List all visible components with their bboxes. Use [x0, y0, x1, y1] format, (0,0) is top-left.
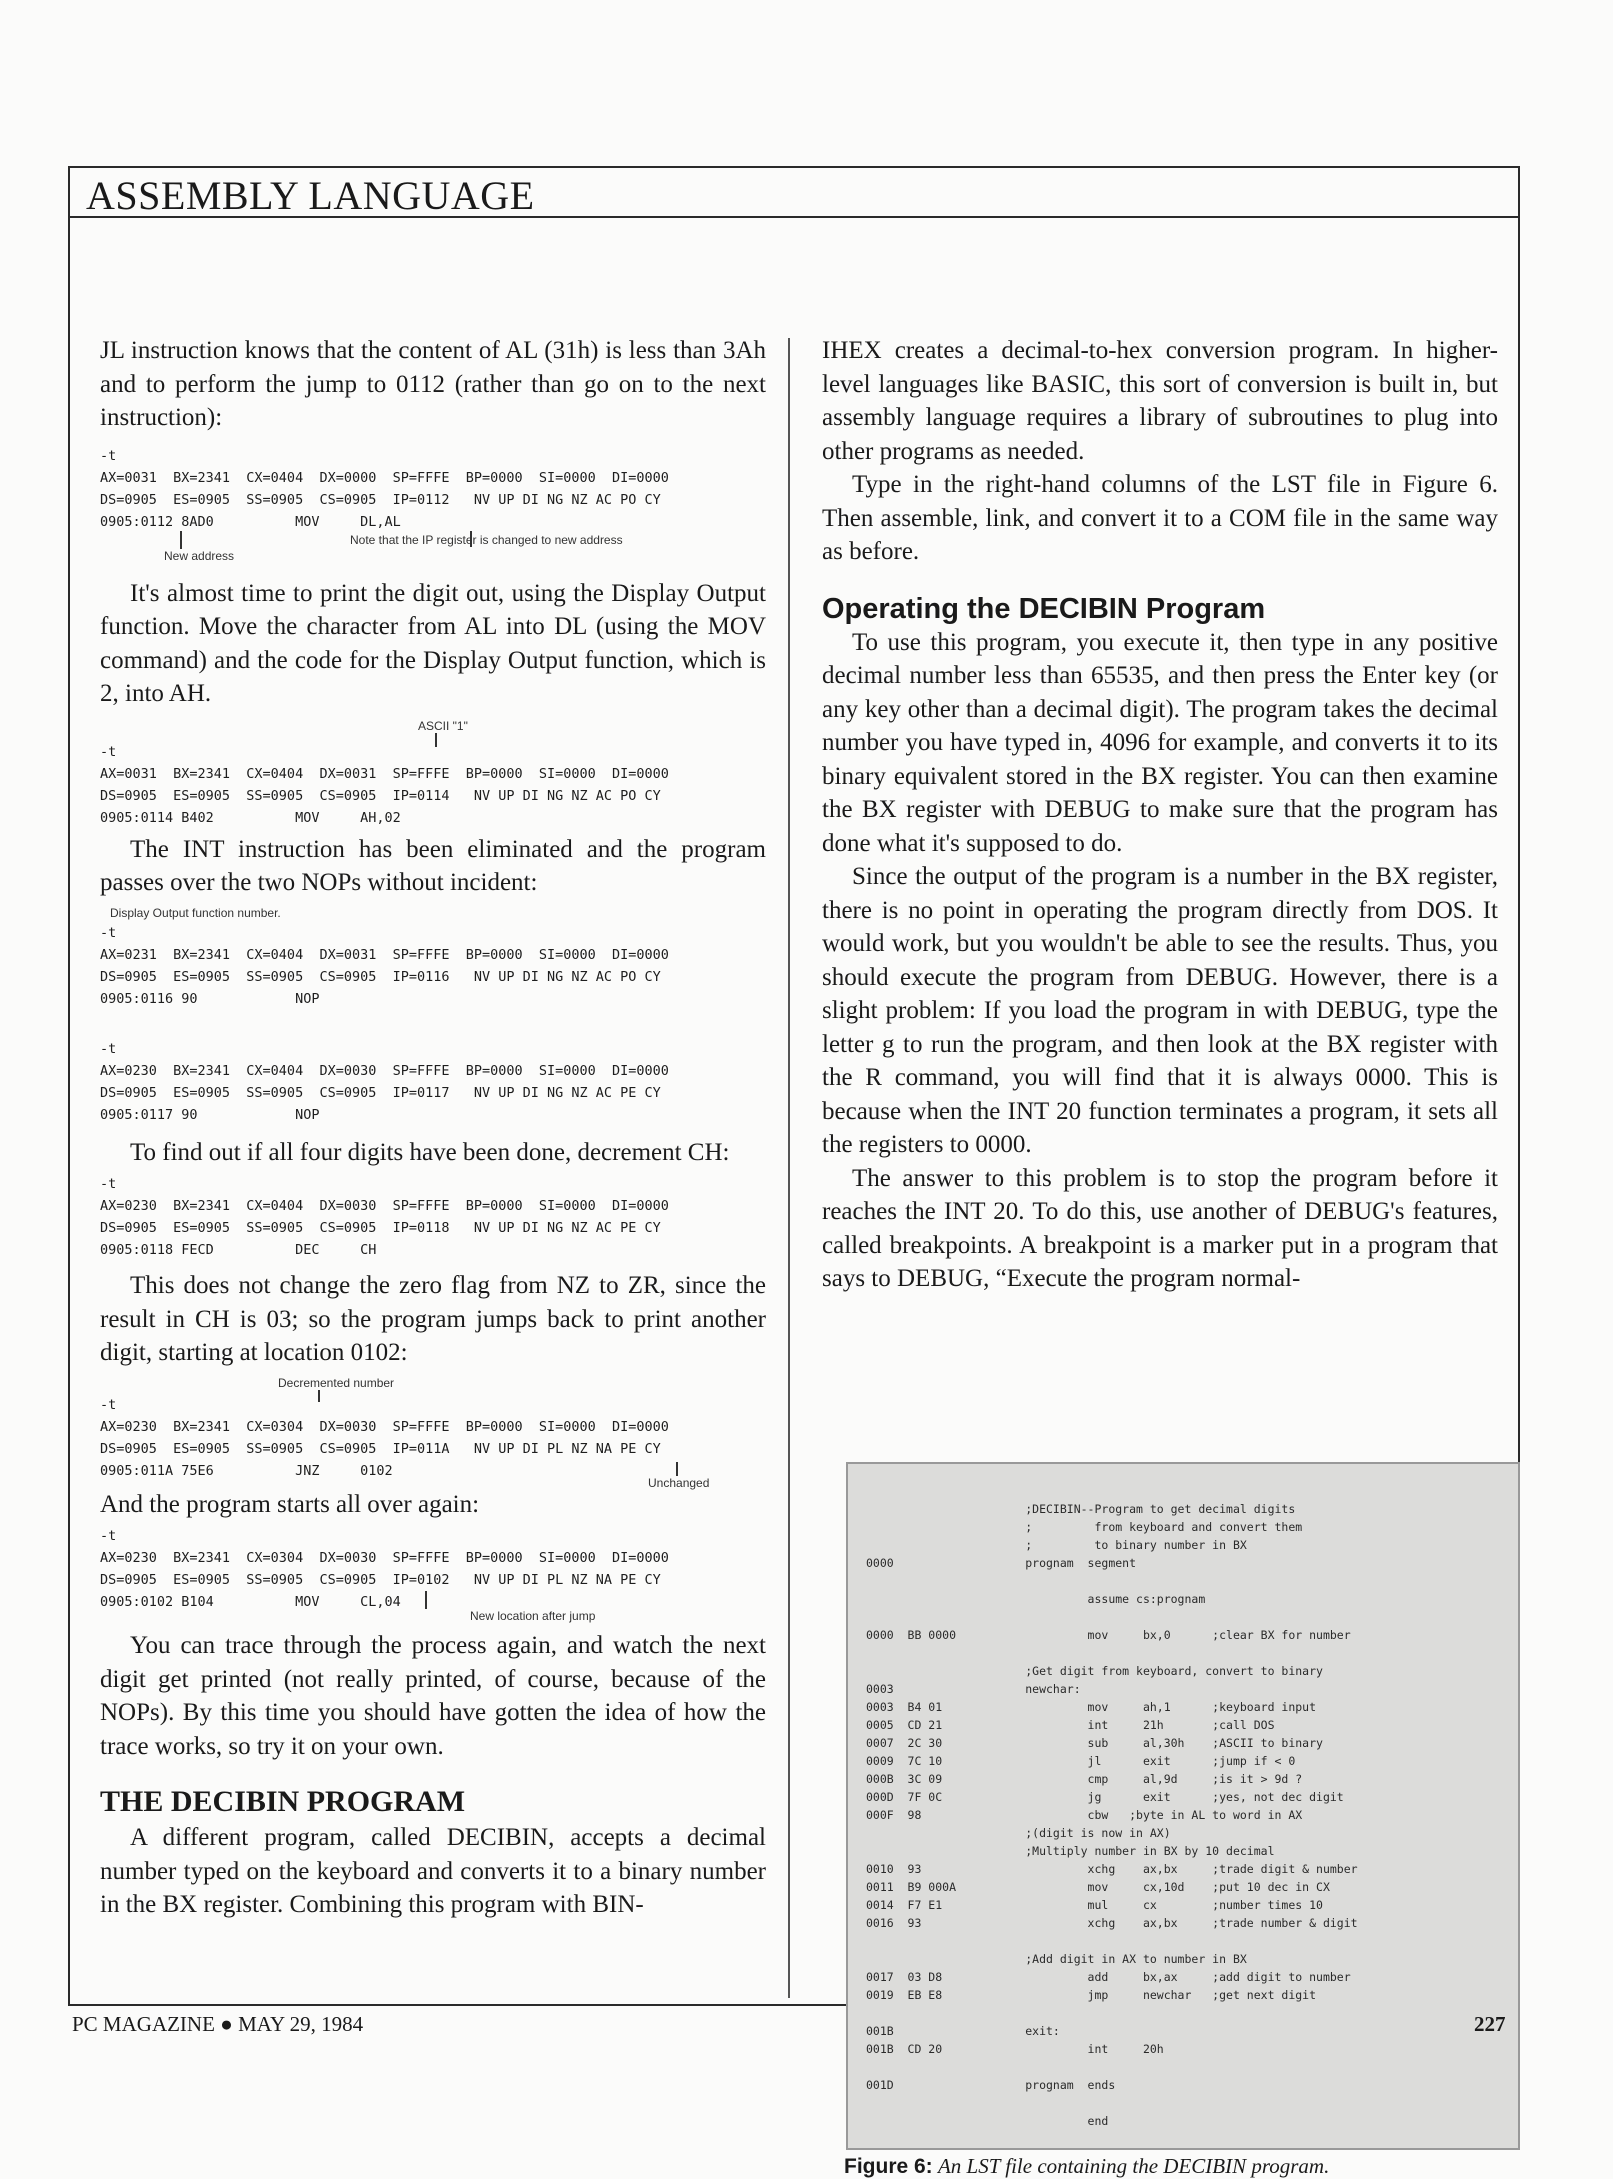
annotation: Unchanged — [648, 1475, 710, 1490]
paragraph: Since the output of the program is a number in the BX register, there is no point in operating the program directly from DOS. It would work, but you wouldn't be able to see the results. Thus, you should execute the program from DEBUG. However, there is a slight problem: If you load the program in with DEBUG, type the letter g to run the program, and then look at the BX register with the R command, you will find that it is always 0000. This is because when the INT 20 function terminates a program, it sets all the registers to 0000. — [822, 863, 1498, 1158]
left-column — [100, 334, 766, 1922]
trace-block — [100, 1376, 766, 1488]
column-divider — [788, 338, 790, 1998]
paragraph: The INT instruction has been eliminated and the program passes over the two NOPs without incident: — [100, 835, 766, 896]
pointer-line — [425, 1591, 427, 1609]
paragraph: The answer to this problem is to stop the program before it reaches the INT 20. To do this, use another of DEBUG's features, called breakpoints. A breakpoint is a marker put in a program that says to DEBUG, “Execute the program normal- — [822, 1164, 1498, 1292]
paragraph: Type in the right-hand columns of the LST file in Figure 6. Then assemble, link, and convert it to a COM file in the same way as before. — [822, 471, 1498, 565]
section-title: ASSEMBLY LANGUAGE — [86, 173, 535, 218]
paragraph: JL instruction knows that the content of AL (31h) is less than 3Ah and to perform the jump to 0112 (rather than go on to the next instruction): — [100, 337, 766, 431]
paragraph: It's almost time to print the digit out, using the Display Output function. Move the character from AL into DL (using the MOV command) and the code for the Display Output function, which is 2, into AH. — [100, 579, 766, 707]
debug-trace: -t AX=0230 BX=2341 CX=0404 DX=0030 SP=FFFE BP=0000 SI=0000 DI=0000 DS=0905 ES=0905 SS=0905 CS=0905 IP=0117 NV UP DI NG NZ AC PE CY 0905:0117 90 NOP — [100, 1040, 669, 1123]
trace-block — [100, 1038, 766, 1130]
pointer-line — [676, 1462, 678, 1476]
figure-caption-text: An LST file containing the DECIBIN program. — [937, 2154, 1330, 2178]
subsection-heading: Operating the DECIBIN Program — [822, 592, 1266, 625]
section-header — [70, 168, 1518, 218]
debug-trace: -t AX=0230 BX=2341 CX=0404 DX=0030 SP=FFFE BP=0000 SI=0000 DI=0000 DS=0905 ES=0905 SS=0905 CS=0905 IP=0118 NV UP DI NG NZ AC PE CY 0905:0118 FECD DEC CH — [100, 1176, 669, 1258]
paragraph: IHEX creates a decimal-to-hex conversion program. In higher-level languages like BASIC, this sort of conversion is built in, but assembly language requires a library of subroutines to plug into other programs as needed. — [822, 337, 1498, 465]
trace-block — [100, 1173, 766, 1265]
annotation: New address — [164, 548, 235, 563]
annotation: New location after jump — [470, 1609, 596, 1623]
figure-caption — [844, 2154, 1329, 2179]
annotation: Note that the IP register is changed to new address — [350, 532, 623, 547]
trace-block — [100, 1525, 766, 1629]
section-heading: THE DECIBIN PROGRAM — [100, 1785, 466, 1818]
figure-6-listing-box — [846, 1462, 1520, 2150]
figure-label: Figure 6: — [844, 2155, 933, 2178]
annotation: Decremented number — [278, 1375, 395, 1390]
trace-block — [100, 445, 766, 565]
footer-magazine: PC MAGAZINE ● MAY 29, 1984 — [72, 2012, 364, 2036]
debug-trace: -t AX=0031 BX=2341 CX=0404 DX=0000 SP=FFFE BP=0000 SI=0000 DI=0000 DS=0905 ES=0905 SS=0905 CS=0905 IP=0112 NV UP DI NG NZ AC PO CY 0905:0112 8AD0 MOV DL,AL — [100, 447, 669, 530]
trace-block — [100, 906, 766, 1014]
debug-trace: -t AX=0231 BX=2341 CX=0404 DX=0031 SP=FFFE BP=0000 SI=0000 DI=0000 DS=0905 ES=0905 SS=0905 CS=0905 IP=0116 NV UP DI NG NZ AC PO CY 0905:0116 90 NOP — [100, 924, 669, 1007]
paragraph: To find out if all four digits have been done, decrement CH: — [130, 1138, 730, 1166]
paragraph: A different program, called DECIBIN, accepts a decimal number typed on the keyboard and converts it to a binary number in the BX register. Combining this program with BIN- — [100, 1824, 766, 1918]
trace-block — [100, 719, 766, 827]
page-number: 227 — [1474, 2012, 1506, 2036]
paragraph: And the program starts all over again: — [100, 1490, 480, 1518]
lst-listing: ;DECIBIN--Program to get decimal digits ; from keyboard and convert them ; to binary number in BX 0000 prognam segment assume cs:prognam 0000 BB 0000 mov bx,0 ;clear BX for number ;Get digit from keyboard, convert to binary 0003 newchar: 0003 B4 01 mov ah,1 ;keyboard input 0005 CD 21 int 21h ;call DOS 0007 2C 30 sub al,30h ;ASCII to binary 0009 7C 10 jl exit ;jump if < 0 000B 3C 09 cmp al,9d ;is it > 9d ? 000D 7F 0C jg exit ;yes, not dec digit 000F 98 cbw ;byte in AL to word in AX ;(digit is now in AX) ;Multiply number in BX by 10 decimal 0010 93 xchg ax,bx ;trade digit & number 0011 B9 000A mov cx,10d ;put 10 dec in CX 0014 F7 E1 mul cx ;number times 10 0016 93 xchg ax,bx ;trade number & digit ;Add digit in AX to number in BX 0017 03 D8 add bx,ax ;add digit to number 0019 EB E8 jmp newchar ;get next digit 001B exit: 001B CD 20 int 20h 001D prognam ends end — [866, 1501, 1358, 2128]
paragraph: You can trace through the process again, and watch the next digit get printed (not really printed, of course, because of the NOPs). By this time you should have gotten the idea of how the trace works, so try it on your own. — [100, 1632, 766, 1760]
annotation: Display Output function number. — [110, 905, 281, 920]
annotation: ASCII "1" — [418, 718, 468, 733]
paragraph: This does not change the zero flag from NZ to ZR, since the result in CH is 03; so the program jumps back to print another digit, starting at location 0102: — [100, 1272, 766, 1366]
debug-trace: -t AX=0230 BX=2341 CX=0304 DX=0030 SP=FFFE BP=0000 SI=0000 DI=0000 DS=0905 ES=0905 SS=0905 CS=0905 IP=011A NV UP DI PL NZ NA PE CY 0905:011A 75E6 JNZ 0102 — [100, 1396, 669, 1479]
debug-trace: -t AX=0230 BX=2341 CX=0304 DX=0030 SP=FFFE BP=0000 SI=0000 DI=0000 DS=0905 ES=0905 SS=0905 CS=0905 IP=0102 NV UP DI PL NZ NA PE CY 0905:0102 B104 MOV CL,04 — [100, 1528, 669, 1610]
paragraph: To use this program, you execute it, then type in any positive decimal number less than 65535, and then press the Enter key (or any key other than a decimal digit). The program takes the decimal number you have typed in, 4096 for example, and converts it to its binary equivalent stored in the BX register. You can then examine the BX register with DEBUG to make sure that the program has done what it's supposed to do. — [822, 628, 1498, 857]
pointer-line — [180, 531, 182, 549]
debug-trace: -t AX=0031 BX=2341 CX=0404 DX=0031 SP=FFFE BP=0000 SI=0000 DI=0000 DS=0905 ES=0905 SS=0905 CS=0905 IP=0114 NV UP DI NG NZ AC PO CY 0905:0114 B402 MOV AH,02 — [100, 743, 669, 826]
